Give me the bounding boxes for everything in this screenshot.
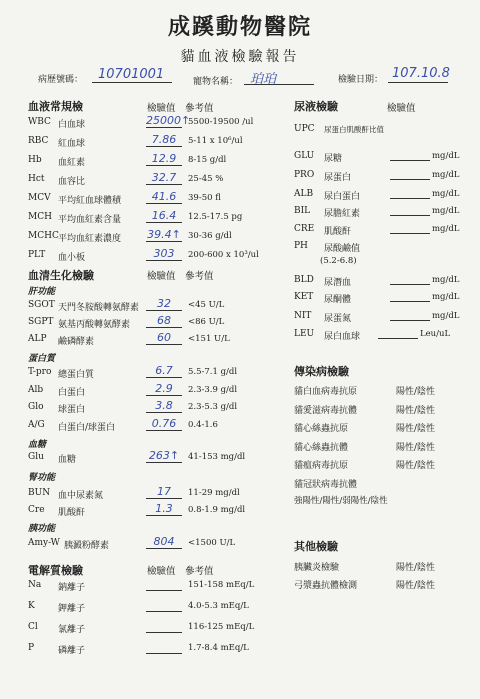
- pancreas-subtitle: 胰功能: [28, 524, 56, 534]
- test-name: 血糖: [58, 455, 77, 465]
- pet-name-value: 珀珀: [250, 72, 277, 87]
- test-reference: 39-50 fl: [188, 193, 221, 203]
- urine-name: 尿酮體: [324, 295, 352, 305]
- corona-options: 強陽性/陽性/弱陽性/陰性: [294, 496, 388, 506]
- test-value: 2.9: [146, 382, 182, 396]
- test-reference: 1.7-8.4 mEq/L: [188, 643, 249, 653]
- test-code: Cl: [28, 622, 38, 632]
- urine-value-blank: [390, 301, 430, 302]
- test-value: 0.76: [146, 417, 182, 431]
- test-value: [146, 598, 182, 612]
- test-code: PLT: [28, 250, 46, 260]
- exam-date-value: 107.10.8: [392, 66, 450, 81]
- infection-name: 貓瘟病毒抗原: [294, 461, 349, 471]
- test-row: [28, 601, 268, 619]
- test-name: 血容比: [58, 177, 86, 187]
- test-row: [28, 416, 268, 438]
- test-code: Cre: [28, 505, 45, 515]
- test-reference: 5-11 x 10⁶/ul: [188, 136, 243, 146]
- hospital-name: 成蹊動物醫院: [167, 14, 312, 40]
- test-code: MCHC: [28, 231, 59, 241]
- test-code: SGOT: [28, 300, 55, 310]
- record-number-label: 病歷號碼：: [38, 75, 84, 85]
- test-name: 鹼磷酵素: [58, 337, 95, 347]
- test-value: 39.4↑: [147, 228, 181, 241]
- infection-section-title: 傳染病檢驗: [294, 365, 349, 378]
- infection-row: [294, 384, 464, 400]
- test-value: 32: [146, 297, 182, 311]
- urine-unit: mg/dL: [432, 206, 460, 216]
- test-value: 303: [146, 247, 182, 261]
- test-reference: 4.0-5.3 mEq/L: [188, 601, 249, 611]
- urine-code: UPC: [294, 124, 315, 134]
- test-name: 肌酸酐: [58, 508, 86, 518]
- urine-row: [294, 224, 464, 242]
- test-value: [146, 577, 182, 591]
- test-code: MCV: [28, 193, 51, 203]
- pet-name-line: [244, 84, 314, 85]
- test-reference: 2.3-5.3 g/dl: [188, 402, 238, 412]
- test-value: 263↑: [146, 449, 182, 463]
- test-row: [28, 643, 268, 661]
- test-code: BUN: [28, 488, 51, 498]
- test-name: 鉀離子: [58, 604, 86, 614]
- urine-row: [294, 206, 464, 224]
- urine-unit: mg/dL: [432, 311, 460, 321]
- urine-name: 尿蛋白肌酸酐比值: [324, 125, 384, 134]
- test-reference: 11-29 mg/dl: [188, 488, 240, 498]
- test-row: [28, 247, 268, 268]
- urine-unit: mg/dL: [432, 170, 460, 180]
- other-test-name: 弓漿蟲抗體檢測: [294, 581, 358, 591]
- electrolyte-col-value: 檢驗值: [147, 566, 176, 577]
- cbc-col-value: 檢驗值: [147, 103, 176, 114]
- infection-row: [294, 440, 464, 456]
- chem-col-ref: 參考值: [185, 271, 214, 282]
- test-value: 1.3: [146, 502, 182, 516]
- urine-value-blank: [390, 215, 430, 216]
- test-value: 16.4: [146, 209, 182, 223]
- exam-date-label: 檢驗日期：: [338, 75, 384, 85]
- test-reference: <1500 U/L: [188, 538, 236, 548]
- infection-result-options: 陽性/陰性: [396, 442, 436, 453]
- electrolyte-col-ref: 參考值: [185, 566, 214, 577]
- urine-name: 尿白血球: [324, 332, 361, 342]
- other-test-options: 陽性/陰性: [396, 563, 436, 573]
- test-reference: 2.3-3.9 g/dl: [188, 384, 238, 395]
- urine-col-value: 檢驗值: [387, 103, 416, 114]
- test-value: 41.6: [146, 190, 182, 204]
- urine-name: 尿膽紅素: [324, 209, 361, 219]
- urine-code: LEU: [294, 329, 315, 339]
- other-test-row: [294, 578, 464, 594]
- urine-value-blank: [390, 179, 430, 180]
- test-reference: 0.4-1.6: [188, 419, 218, 430]
- liver-subtitle: 肝功能: [28, 287, 56, 297]
- urine-unit: mg/dL: [432, 292, 460, 302]
- record-number-value: 10701001: [98, 67, 165, 82]
- test-reference: 0.8-1.9 mg/dl: [188, 505, 246, 515]
- test-code: Amy-W: [28, 538, 60, 548]
- protein-subtitle: 蛋白質: [28, 354, 56, 364]
- test-name: 球蛋白: [58, 405, 86, 415]
- test-code: P: [28, 643, 35, 653]
- urine-row: [294, 275, 464, 293]
- test-reference: 5.5-7.1 g/dl: [188, 367, 238, 377]
- infection-row: [294, 421, 464, 437]
- infection-row: [294, 477, 464, 493]
- sugar-subtitle: 血糖: [28, 440, 47, 450]
- kidney-subtitle: 腎功能: [28, 473, 56, 483]
- test-reference: <86 U/L: [188, 317, 225, 327]
- infection-result-options: 陽性/陰性: [396, 387, 436, 397]
- urine-row: [294, 189, 464, 207]
- urine-row: [294, 292, 464, 310]
- infection-result-options: 陽性/陰性: [396, 461, 436, 471]
- urine-value-blank: [390, 233, 430, 234]
- test-value: 7.86: [146, 133, 182, 147]
- urine-row: [294, 124, 464, 142]
- urine-code: BLD: [294, 275, 314, 285]
- test-code: T-pro: [28, 367, 52, 377]
- infection-name: 貓白血病毒抗原: [294, 387, 358, 397]
- urine-section-title: 尿液檢驗: [294, 100, 338, 113]
- exam-date-line: [388, 82, 448, 83]
- test-name: 白蛋白: [58, 387, 86, 398]
- infection-name: 貓冠狀病毒抗體: [294, 479, 358, 490]
- test-value: 60: [146, 331, 182, 345]
- test-row: [28, 331, 268, 352]
- other-test-options: 陽性/陰性: [396, 581, 436, 591]
- test-value: 804: [146, 535, 182, 549]
- test-code: ALP: [28, 334, 47, 344]
- chem-col-value: 檢驗值: [147, 271, 176, 282]
- test-code: K: [28, 601, 35, 611]
- test-name: 鈉離子: [58, 583, 86, 593]
- test-code: MCH: [28, 212, 52, 222]
- other-section-title: 其他檢驗: [294, 540, 338, 553]
- record-number-line: [92, 82, 172, 83]
- test-code: A/G: [28, 419, 45, 430]
- test-value: [146, 619, 182, 633]
- urine-row: [294, 329, 464, 347]
- test-name: 紅血球: [58, 139, 86, 149]
- test-reference: 8-15 g/dl: [188, 155, 227, 165]
- urine-row: [294, 311, 464, 329]
- test-name: 血中尿素氮: [58, 491, 104, 501]
- test-code: Glu: [28, 452, 44, 462]
- test-value: 17: [146, 485, 182, 499]
- test-code: Hb: [28, 155, 42, 165]
- urine-unit: Leu/uL: [420, 329, 451, 339]
- test-row: [28, 622, 268, 640]
- urine-name: 尿蛋氮: [324, 314, 352, 324]
- test-name: 總蛋白質: [58, 370, 95, 380]
- test-value: 32.7: [146, 171, 182, 185]
- test-value: 6.7: [146, 364, 182, 378]
- test-code: SGPT: [28, 317, 54, 327]
- test-name: 平均紅血球體積: [58, 196, 122, 206]
- test-reference: 41-153 mg/dl: [188, 452, 246, 462]
- test-name: 血小板: [58, 253, 86, 263]
- infection-name: 貓心絲蟲抗原: [294, 424, 349, 434]
- test-reference: 116-125 mEq/L: [188, 622, 255, 632]
- chem-section-title: 血清生化檢驗: [28, 269, 94, 282]
- urine-name: 尿酸鹼值: [324, 244, 361, 254]
- test-reference: <151 U/L: [188, 334, 230, 344]
- test-row: [28, 535, 268, 556]
- urine-code: KET: [294, 292, 314, 302]
- test-value: 25000↑: [146, 114, 191, 127]
- test-value: 12.9: [146, 152, 182, 166]
- test-name: 天門冬胺酸轉氨酵素: [58, 303, 140, 313]
- urine-name: 尿蛋白: [324, 173, 352, 183]
- urine-code: ALB: [294, 189, 314, 199]
- test-reference: 200-600 x 10³/ul: [188, 250, 259, 260]
- test-reference: 151-158 mEq/L: [188, 580, 255, 590]
- urine-code: CRE: [294, 224, 315, 234]
- test-code: RBC: [28, 136, 49, 146]
- test-code: Glo: [28, 402, 44, 412]
- test-name: 胰澱粉酵素: [64, 541, 110, 551]
- test-row: [28, 502, 268, 523]
- test-value: 3.8: [146, 399, 182, 413]
- test-code: Alb: [28, 384, 44, 395]
- urine-name: 尿糖: [324, 154, 343, 164]
- test-code: Na: [28, 580, 42, 590]
- urine-value-blank: [390, 198, 430, 199]
- urine-value-blank: [390, 284, 430, 285]
- test-reference: 30-36 g/dl: [188, 231, 232, 241]
- other-test-name: 胰臟炎檢驗: [294, 563, 340, 573]
- other-test-row: [294, 560, 464, 576]
- urine-unit: mg/dL: [432, 189, 460, 199]
- report-title: 貓血液檢驗報告: [180, 49, 300, 65]
- urine-name: 肌酸酐: [324, 227, 352, 237]
- test-name: 白蛋白/球蛋白: [58, 422, 116, 433]
- test-reference: <45 U/L: [188, 300, 225, 310]
- test-reference: 5500-19500 /ul: [188, 117, 254, 127]
- test-name: 磷離子: [58, 646, 86, 656]
- test-name: 血紅素: [58, 158, 86, 168]
- urine-unit: mg/dL: [432, 275, 460, 285]
- infection-name: 貓心絲蟲抗體: [294, 442, 349, 453]
- test-row: [28, 449, 268, 470]
- test-name: 平均血紅素含量: [58, 215, 122, 225]
- test-name: 氯離子: [58, 625, 86, 635]
- urine-row: [294, 170, 464, 188]
- urine-unit: mg/dL: [432, 224, 460, 234]
- test-value: 68: [146, 314, 182, 328]
- infection-row: [294, 403, 464, 419]
- urine-value-blank: [390, 320, 430, 321]
- test-row: [28, 580, 268, 598]
- test-code: Hct: [28, 174, 45, 184]
- test-name: 氨基丙酸轉氨酵素: [58, 320, 131, 330]
- urine-code: GLU: [294, 151, 315, 161]
- urine-row: [294, 151, 464, 169]
- cbc-section-title: 血液常規檢: [28, 100, 83, 113]
- urine-code: PH: [294, 241, 308, 251]
- urine-value-blank: [390, 160, 430, 161]
- urine-name: 尿白蛋白: [324, 192, 361, 202]
- test-name: 平均血紅素濃度: [58, 234, 122, 244]
- ph-range: (5.2-6.8): [320, 256, 357, 266]
- urine-unit: mg/dL: [432, 151, 460, 161]
- urine-value-blank: [378, 338, 418, 339]
- test-code: WBC: [28, 117, 51, 127]
- infection-result-options: 陽性/陰性: [396, 424, 436, 434]
- cbc-col-ref: 參考值: [185, 103, 214, 114]
- test-value: [146, 640, 182, 654]
- infection-name: 貓愛滋病毒抗體: [294, 405, 358, 416]
- infection-row: [294, 458, 464, 474]
- test-name: 白血球: [58, 120, 86, 130]
- pet-name-label: 寵物名稱：: [193, 77, 239, 87]
- urine-name: 尿潛血: [324, 278, 352, 288]
- urine-code: NIT: [294, 311, 312, 321]
- urine-code: PRO: [294, 170, 315, 180]
- infection-result-options: 陽性/陰性: [396, 405, 436, 416]
- electrolyte-section-title: 電解質檢驗: [28, 564, 83, 577]
- test-reference: 12.5-17.5 pg: [188, 212, 243, 222]
- test-reference: 25-45 %: [188, 174, 224, 184]
- urine-code: BIL: [294, 206, 311, 216]
